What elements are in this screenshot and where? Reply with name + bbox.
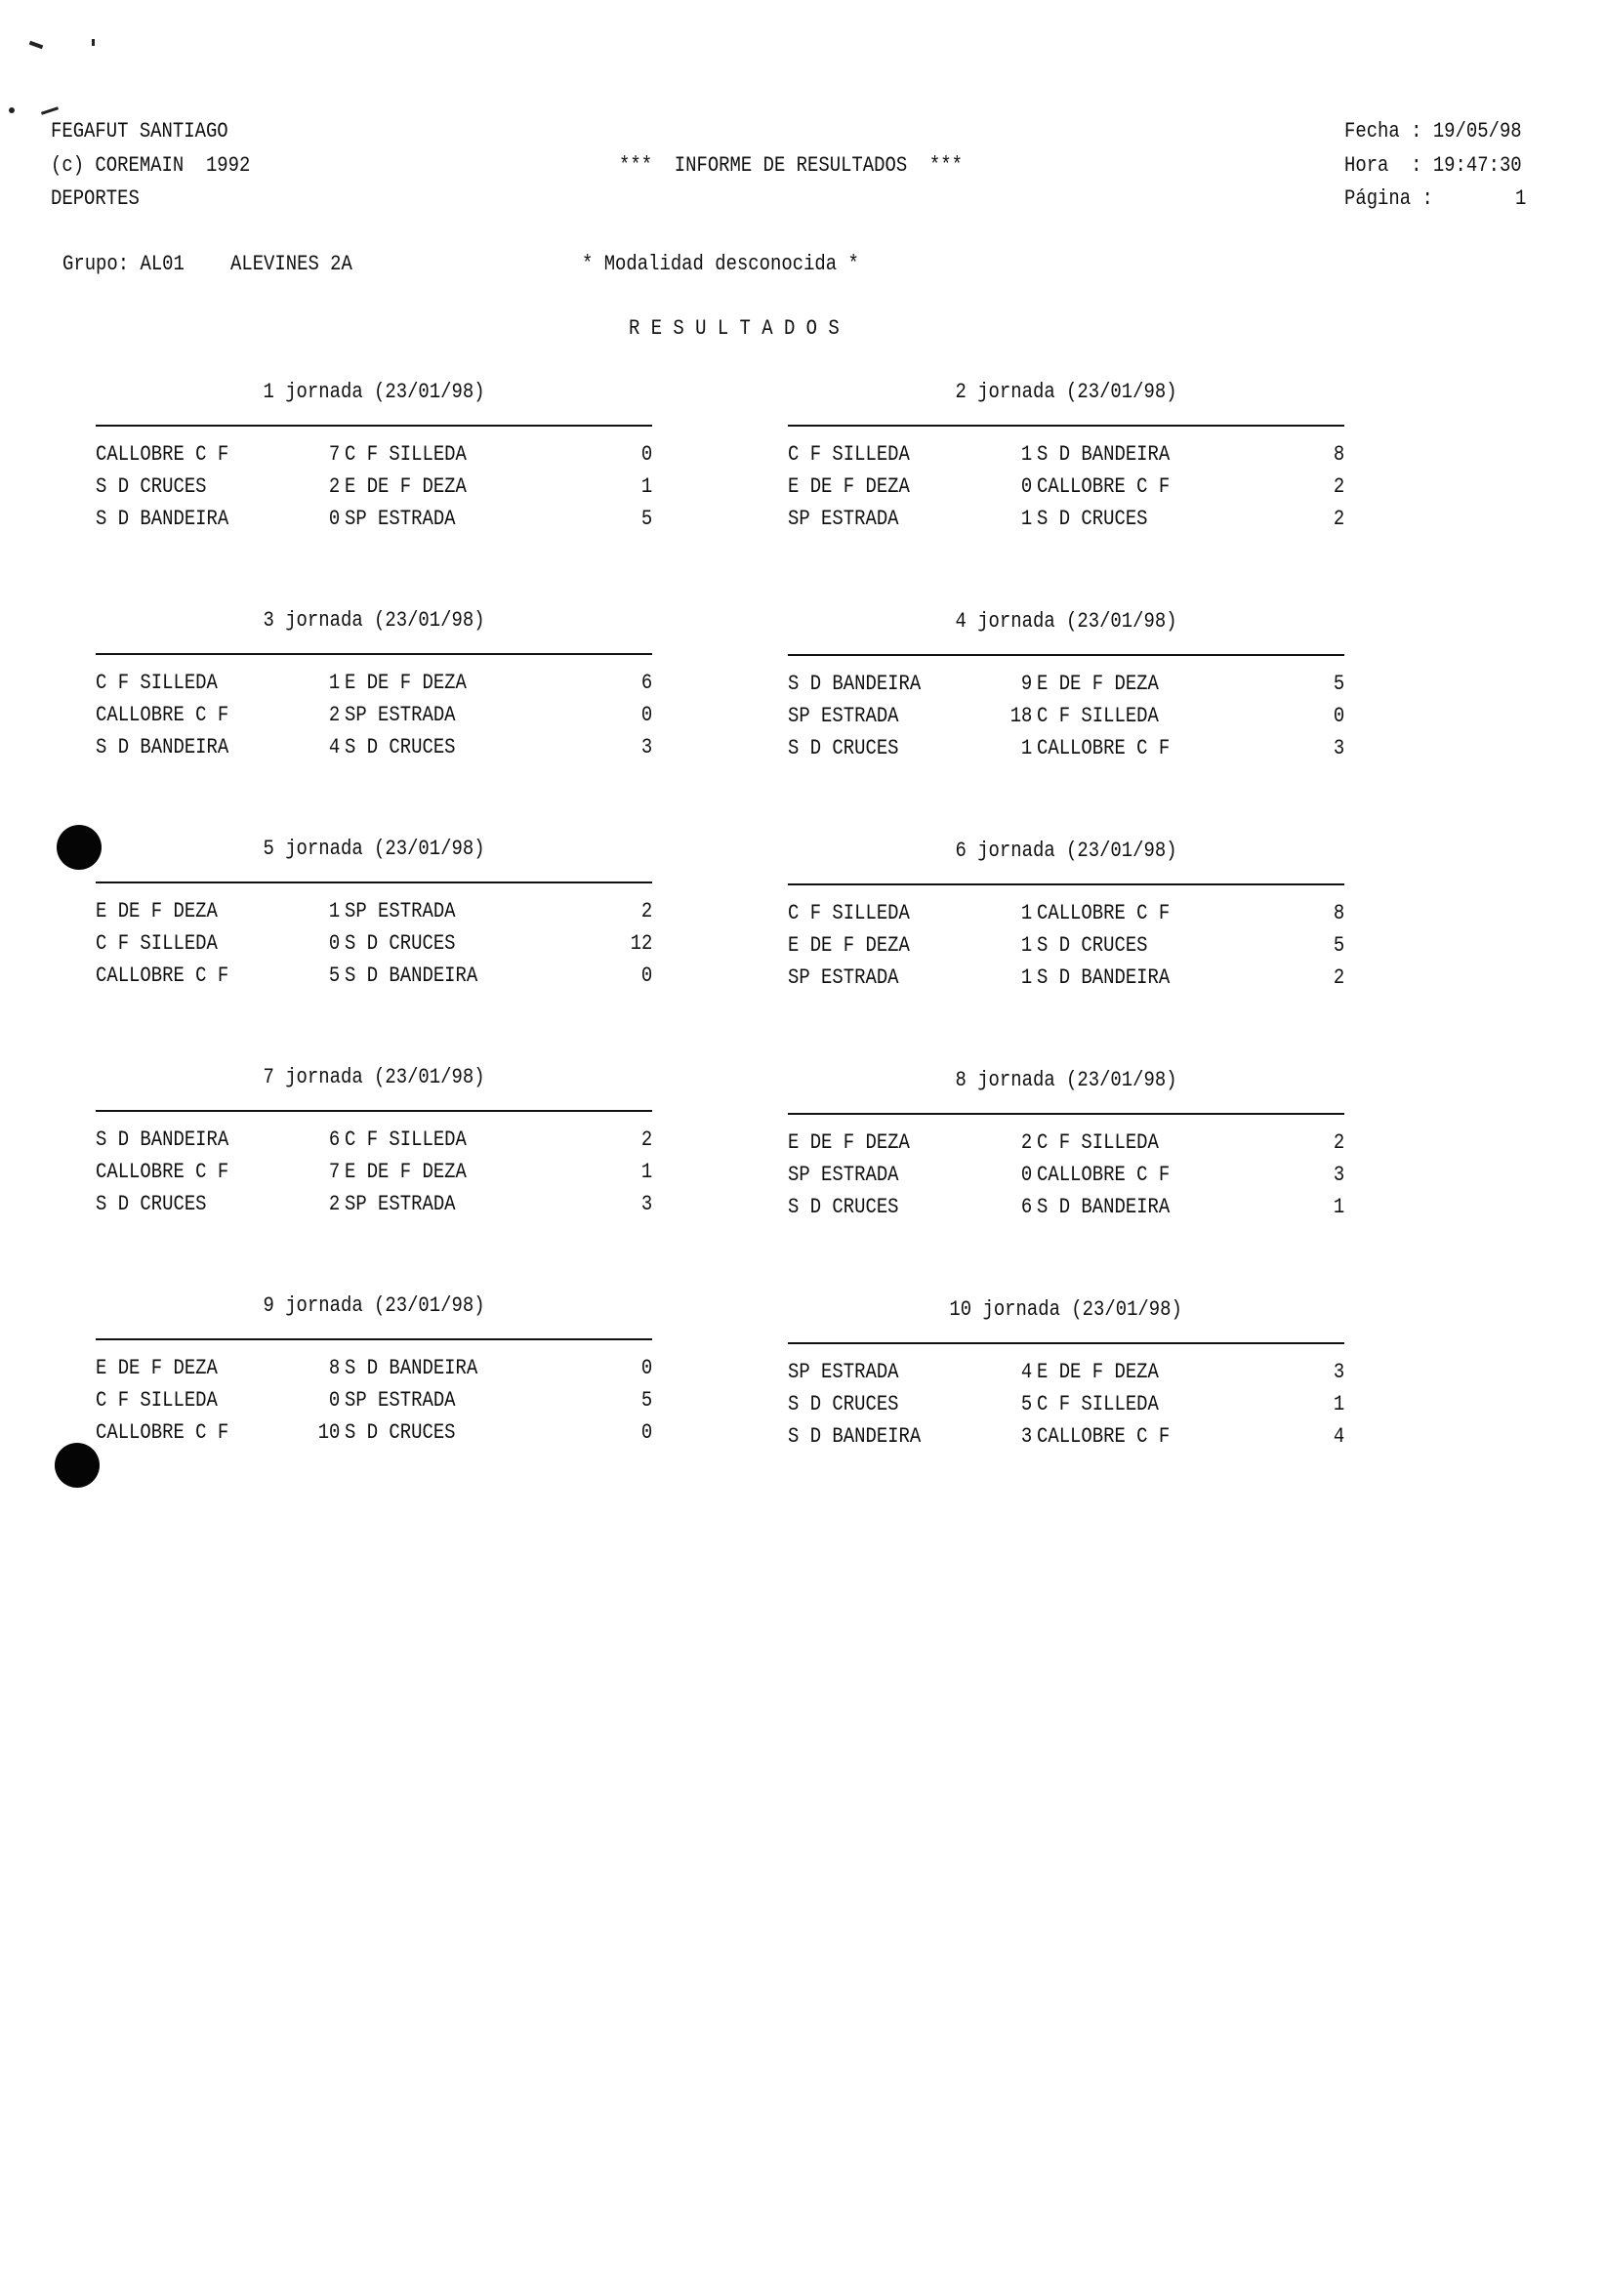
home-score: 2: [328, 1192, 340, 1216]
jornada-title-text: 3 jornada (23/01/98): [263, 608, 485, 633]
away-team: E DE F DEZA: [345, 671, 467, 695]
away-team: S D BANDEIRA: [345, 1356, 478, 1380]
pagina-number: 1: [1515, 186, 1527, 211]
modalidad: * Modalidad desconocida *: [582, 252, 859, 276]
jornada-rule: [96, 882, 652, 883]
jornada-block: [96, 1293, 652, 1469]
match-row: [788, 1360, 1344, 1392]
jornada-title: [788, 839, 1344, 864]
away-team: SP ESTRADA: [345, 1192, 456, 1216]
home-score: 1: [1020, 507, 1032, 531]
away-score: 2: [640, 1128, 652, 1152]
away-team: CALLOBRE C F: [1037, 1163, 1171, 1187]
home-team: S D CRUCES: [96, 1192, 207, 1216]
home-score: 0: [1020, 1163, 1032, 1187]
away-team: C F SILLEDA: [1037, 1392, 1159, 1416]
home-score: 5: [328, 964, 340, 988]
home-team: C F SILLEDA: [788, 901, 910, 925]
jornada-title-text: 7 jornada (23/01/98): [263, 1065, 485, 1089]
home-score: 4: [328, 735, 340, 759]
away-score: 1: [640, 474, 652, 499]
jornada-title-text: 5 jornada (23/01/98): [263, 837, 485, 861]
match-row: [96, 931, 652, 964]
away-team: S D CRUCES: [1037, 507, 1148, 531]
away-team: E DE F DEZA: [345, 474, 467, 499]
match-row: [96, 899, 652, 931]
jornada-block: [96, 837, 652, 1012]
away-team: CALLOBRE C F: [1037, 901, 1171, 925]
away-score: 5: [640, 1388, 652, 1413]
away-team: S D BANDEIRA: [1037, 1195, 1171, 1219]
home-team: S D BANDEIRA: [788, 1424, 922, 1449]
away-score: 0: [640, 1356, 652, 1380]
jornada-title-text: 8 jornada (23/01/98): [955, 1068, 1177, 1092]
away-team: C F SILLEDA: [345, 442, 467, 467]
match-row: [96, 1388, 652, 1420]
away-team: SP ESTRADA: [345, 507, 456, 531]
group-category: ALEVINES 2A: [230, 252, 352, 276]
away-score: 0: [640, 703, 652, 727]
away-score: 3: [1333, 1360, 1344, 1384]
match-row: [96, 1192, 652, 1224]
away-team: E DE F DEZA: [1037, 1360, 1159, 1384]
jornada-rule: [788, 883, 1344, 885]
match-row: [788, 933, 1344, 965]
department: DEPORTES: [51, 186, 140, 211]
match-row: [788, 1163, 1344, 1195]
jornada-rule: [788, 1342, 1344, 1344]
scan-mark: [9, 107, 15, 113]
home-score: 3: [1020, 1424, 1032, 1449]
away-team: SP ESTRADA: [345, 899, 456, 923]
jornada-title: [96, 380, 652, 405]
away-score: 1: [640, 1160, 652, 1184]
away-score: 8: [1333, 901, 1344, 925]
jornada-block: [96, 1065, 652, 1241]
match-row: [96, 1160, 652, 1192]
home-team: CALLOBRE C F: [96, 1160, 229, 1184]
home-score: 6: [1020, 1195, 1032, 1219]
match-row: [96, 507, 652, 539]
home-team: S D CRUCES: [788, 1195, 899, 1219]
home-team: SP ESTRADA: [788, 1163, 899, 1187]
away-team: S D BANDEIRA: [345, 964, 478, 988]
jornada-title: [96, 608, 652, 634]
home-team: C F SILLEDA: [96, 671, 218, 695]
jornada-rule: [788, 654, 1344, 656]
home-team: E DE F DEZA: [788, 1130, 910, 1155]
jornada-block: [788, 839, 1344, 1014]
jornada-title: [96, 1293, 652, 1319]
match-row: [788, 1130, 1344, 1163]
home-score: 1: [1020, 965, 1032, 990]
home-team: S D CRUCES: [788, 736, 899, 760]
home-team: CALLOBRE C F: [96, 442, 229, 467]
jornada-title: [788, 1068, 1344, 1093]
home-team: E DE F DEZA: [788, 933, 910, 958]
home-score: 4: [1020, 1360, 1032, 1384]
home-score: 6: [328, 1128, 340, 1152]
away-score: 3: [1333, 1163, 1344, 1187]
away-score: 2: [1333, 474, 1344, 499]
jornada-title-text: 4 jornada (23/01/98): [955, 609, 1177, 634]
home-score: 1: [328, 899, 340, 923]
home-team: C F SILLEDA: [96, 931, 218, 956]
away-score: 2: [1333, 1130, 1344, 1155]
jornada-title: [788, 609, 1344, 635]
away-team: CALLOBRE C F: [1037, 474, 1171, 499]
home-score: 1: [1020, 933, 1032, 958]
match-row: [96, 1128, 652, 1160]
away-score: 5: [1333, 672, 1344, 696]
home-team: CALLOBRE C F: [96, 703, 229, 727]
away-score: 2: [640, 899, 652, 923]
home-team: CALLOBRE C F: [96, 964, 229, 988]
punch-hole: [55, 1443, 100, 1488]
home-team: E DE F DEZA: [788, 474, 910, 499]
match-row: [788, 901, 1344, 933]
home-team: C F SILLEDA: [96, 1388, 218, 1413]
group-code: Grupo: AL01: [62, 252, 185, 276]
scan-mark: [29, 41, 44, 50]
away-team: SP ESTRADA: [345, 1388, 456, 1413]
home-score: 0: [328, 931, 340, 956]
away-score: 1: [1333, 1392, 1344, 1416]
home-team: CALLOBRE C F: [96, 1420, 229, 1445]
away-team: S D CRUCES: [345, 1420, 456, 1445]
match-row: [96, 1356, 652, 1388]
home-team: SP ESTRADA: [788, 507, 899, 531]
match-row: [788, 1195, 1344, 1227]
home-team: S D BANDEIRA: [96, 507, 229, 531]
away-score: 12: [630, 931, 652, 956]
home-team: SP ESTRADA: [788, 1360, 899, 1384]
jornada-title-text: 2 jornada (23/01/98): [955, 380, 1177, 404]
away-team: CALLOBRE C F: [1037, 1424, 1171, 1449]
home-score: 2: [1020, 1130, 1032, 1155]
away-team: E DE F DEZA: [345, 1160, 467, 1184]
away-team: S D BANDEIRA: [1037, 442, 1171, 467]
scan-mark: [41, 106, 59, 114]
org-name: FEGAFUT SANTIAGO: [51, 119, 228, 144]
match-row: [788, 1424, 1344, 1456]
jornada-rule: [788, 1113, 1344, 1115]
away-score: 0: [640, 964, 652, 988]
match-row: [96, 442, 652, 474]
home-score: 5: [1020, 1392, 1032, 1416]
home-score: 1: [1020, 736, 1032, 760]
scan-mark: [92, 39, 95, 46]
jornada-block: [96, 608, 652, 784]
home-team: SP ESTRADA: [788, 704, 899, 728]
away-score: 1: [1333, 1195, 1344, 1219]
match-row: [788, 442, 1344, 474]
jornada-rule: [96, 425, 652, 427]
jornada-rule: [96, 1110, 652, 1112]
match-row: [96, 1420, 652, 1453]
home-team: C F SILLEDA: [788, 442, 910, 467]
away-team: C F SILLEDA: [1037, 704, 1159, 728]
away-score: 3: [640, 735, 652, 759]
hora: Hora : 19:47:30: [1344, 153, 1522, 178]
away-score: 3: [1333, 736, 1344, 760]
home-team: SP ESTRADA: [788, 965, 899, 990]
home-score: 0: [1020, 474, 1032, 499]
match-row: [96, 474, 652, 507]
home-team: S D BANDEIRA: [788, 672, 922, 696]
away-team: C F SILLEDA: [345, 1128, 467, 1152]
away-team: E DE F DEZA: [1037, 672, 1159, 696]
fecha: Fecha : 19/05/98: [1344, 119, 1522, 144]
away-team: SP ESTRADA: [345, 703, 456, 727]
section-title: R E S U L T A D O S: [629, 316, 840, 341]
home-team: E DE F DEZA: [96, 1356, 218, 1380]
home-score: 2: [328, 703, 340, 727]
away-score: 5: [1333, 933, 1344, 958]
away-team: S D CRUCES: [345, 931, 456, 956]
away-score: 2: [1333, 965, 1344, 990]
away-score: 2: [1333, 507, 1344, 531]
jornada-title-text: 9 jornada (23/01/98): [263, 1293, 485, 1318]
away-score: 0: [640, 442, 652, 467]
home-team: S D CRUCES: [96, 474, 207, 499]
pagina-label: Página :: [1344, 186, 1433, 211]
home-team: S D BANDEIRA: [96, 1128, 229, 1152]
match-row: [788, 704, 1344, 736]
home-team: S D CRUCES: [788, 1392, 899, 1416]
home-team: S D BANDEIRA: [96, 735, 229, 759]
away-score: 4: [1333, 1424, 1344, 1449]
home-score: 1: [1020, 442, 1032, 467]
jornada-title: [96, 837, 652, 862]
home-score: 10: [317, 1420, 340, 1445]
away-team: CALLOBRE C F: [1037, 736, 1171, 760]
home-score: 1: [1020, 901, 1032, 925]
match-row: [96, 964, 652, 996]
match-row: [96, 735, 652, 767]
home-score: 7: [328, 1160, 340, 1184]
jornada-title-text: 6 jornada (23/01/98): [955, 839, 1177, 863]
jornada-title: [96, 1065, 652, 1090]
home-score: 7: [328, 442, 340, 467]
match-row: [788, 672, 1344, 704]
away-score: 0: [640, 1420, 652, 1445]
match-row: [788, 474, 1344, 507]
jornada-block: [788, 1297, 1344, 1473]
away-score: 3: [640, 1192, 652, 1216]
jornada-block: [788, 609, 1344, 785]
away-team: S D CRUCES: [345, 735, 456, 759]
copyright-line: (c) COREMAIN 1992: [51, 153, 251, 178]
match-row: [788, 965, 1344, 998]
jornada-block: [96, 380, 652, 555]
jornada-block: [788, 1068, 1344, 1244]
home-score: 8: [328, 1356, 340, 1380]
home-team: E DE F DEZA: [96, 899, 218, 923]
home-score: 2: [328, 474, 340, 499]
report-title: *** INFORME DE RESULTADOS ***: [619, 153, 963, 178]
jornada-rule: [96, 653, 652, 655]
match-row: [788, 1392, 1344, 1424]
jornada-title-text: 1 jornada (23/01/98): [263, 380, 485, 404]
away-score: 0: [1333, 704, 1344, 728]
home-score: 1: [328, 671, 340, 695]
home-score: 0: [328, 1388, 340, 1413]
jornada-rule: [788, 425, 1344, 427]
jornada-title: [788, 1297, 1344, 1323]
away-team: C F SILLEDA: [1037, 1130, 1159, 1155]
match-row: [96, 703, 652, 735]
away-score: 5: [640, 507, 652, 531]
match-row: [96, 671, 652, 703]
jornada-title-text: 10 jornada (23/01/98): [949, 1297, 1183, 1322]
away-team: S D BANDEIRA: [1037, 965, 1171, 990]
away-score: 6: [640, 671, 652, 695]
jornada-title: [788, 380, 1344, 405]
away-team: S D CRUCES: [1037, 933, 1148, 958]
home-score: 18: [1009, 704, 1032, 728]
jornada-block: [788, 380, 1344, 555]
home-score: 0: [328, 507, 340, 531]
match-row: [788, 736, 1344, 768]
away-score: 8: [1333, 442, 1344, 467]
jornada-rule: [96, 1338, 652, 1340]
home-score: 9: [1020, 672, 1032, 696]
match-row: [788, 507, 1344, 539]
